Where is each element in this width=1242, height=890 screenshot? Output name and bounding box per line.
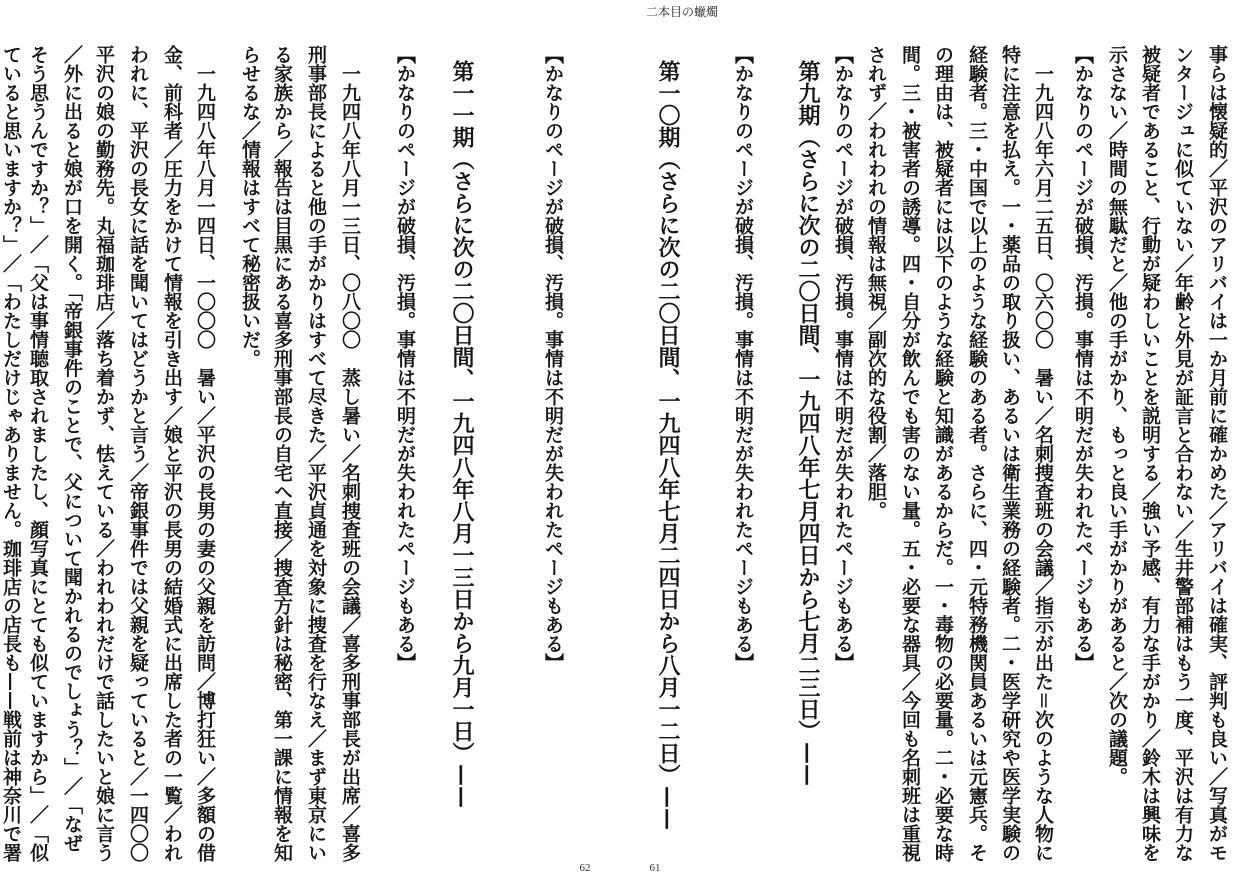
entry-line: 一九四八年八月一三日、〇八〇〇 蒸し暑い／名刺捜査班の会議／喜多刑事部長が出席／喜多 <box>339 64 361 862</box>
text-line: われに、平沢の長女に話を聞いてはどうかと言う／帝銀事件では父親を疑っていると／一四〇〇 <box>127 45 149 862</box>
right-page <box>620 0 1242 890</box>
running-header: 二本目の蠟燭 <box>645 5 718 19</box>
text-line: 経験者。三・中国で以上のような経験のある者。さらに、四・元特務機関員あるいは元憲兵。そ <box>966 45 988 862</box>
missing-pages-note: 【かなりのページが破損、汚損。事情は不明だが失われたページもある】 <box>394 45 416 672</box>
text-line: そう思うんですか？」／「父は事情聴取されましたし、顔写真にとても似ていますから」／「似 <box>27 45 49 862</box>
text-line: 平沢の娘の勤務先。丸福珈琲店／落ち着かず、怯えている／われわれだけで話したいと娘に言う <box>93 45 115 862</box>
text-line: 間。三・被害者の誘導。四・自分が飲んでも害のない量。五・必要な器具／今回も名刺班は重視 <box>899 45 921 862</box>
text-line: ／外に出ると娘が口を開く。「帝銀事件のことで、父について聞かれるのでしょう？」／「なぜ <box>61 45 83 853</box>
missing-pages-note: 【かなりのページが破損、汚損。事情は不明だが失われたページもある】 <box>542 45 564 672</box>
text-line: 刑事部長によると他の手がかりはすべて尽きた／平沢貞通を対象に捜査を行なえ／まず東京にい <box>305 45 327 862</box>
text-line: 被疑者であること、行動が疑わしいことを説明する／強い予感、有力な手がかり／鈴木は興味を <box>1139 45 1161 862</box>
entry-line: 一九四八年八月一四日、一〇〇〇 暑い／平沢の長男の妻の父親を訪問／博打狂い／多額の借 <box>194 64 216 862</box>
page-number-left: 62 <box>579 862 591 874</box>
missing-pages-note: 【かなりのページが破損、汚損。事情は不明だが失われたページもある】 <box>832 45 854 672</box>
text-line: る家族から／報告は目黒にある喜多刑事部長の自宅へ直接／捜査方針は秘密、第一課に情報を知 <box>271 45 293 862</box>
text-line: ていると思いますか？」／「わたしだけじゃありません。珈琲店の店長も——戦前は神奈川で署 <box>0 45 22 862</box>
period-heading: 第九期（さらに次の二〇日間、一九四八年七月四日から七月二三日）—— <box>795 60 821 786</box>
text-line: の理由は、被疑者には以下のような経験と知識があるからだ。一・毒物の必要量。二・必要な時 <box>932 45 954 862</box>
text-line: 金、前科者／圧力をかけて情報を引き出す／娘と平沢の長男の結婚式に出席した者の一覧／われ <box>161 45 183 862</box>
left-page <box>0 0 620 890</box>
text-line: 事らは懐疑的／平沢のアリバイは一か月前に確かめた／アリバイは確実、評判も良い／写真がモ <box>1206 45 1228 862</box>
missing-pages-note: 【かなりのページが破損、汚損。事情は不明だが失われたページもある】 <box>1072 45 1094 672</box>
text-line: 示さない／時間の無駄だと／他の手がかり、もっと良い手がかりがあると／次の議題。 <box>1106 45 1128 786</box>
entry-line: 一九四八年六月二五日、〇六〇〇 暑い／名刺捜査班の会議／指示が出た＝次のような人物に <box>1032 64 1054 863</box>
text-line: ンタージュに似ていない／年齢と外見が証言と合わない／生井警部補はもう一度、平沢は有力な <box>1172 45 1194 862</box>
page-number-right: 61 <box>649 862 661 874</box>
period-heading: 第一〇期（さらに次の二〇日間、一九四八年七月二四日から八月一二日）—— <box>655 60 681 830</box>
missing-pages-note: 【かなりのページが破損、汚損。事情は不明だが失われたページもある】 <box>732 45 754 672</box>
text-line: 特に注意を払え。一・薬品の取り扱い、あるいは衛生業務の経験者。二・医学研究や医学実験の <box>999 45 1021 862</box>
text-line: されず／われわれの情報は無視／副次的な役割／落胆。 <box>865 45 887 520</box>
period-heading: 第一一期（さらに次の二〇日間、一九四八年八月一三日から九月一日）—— <box>449 60 475 808</box>
text-line: らせるな／情報はすべて秘密扱いだ。 <box>239 45 261 368</box>
